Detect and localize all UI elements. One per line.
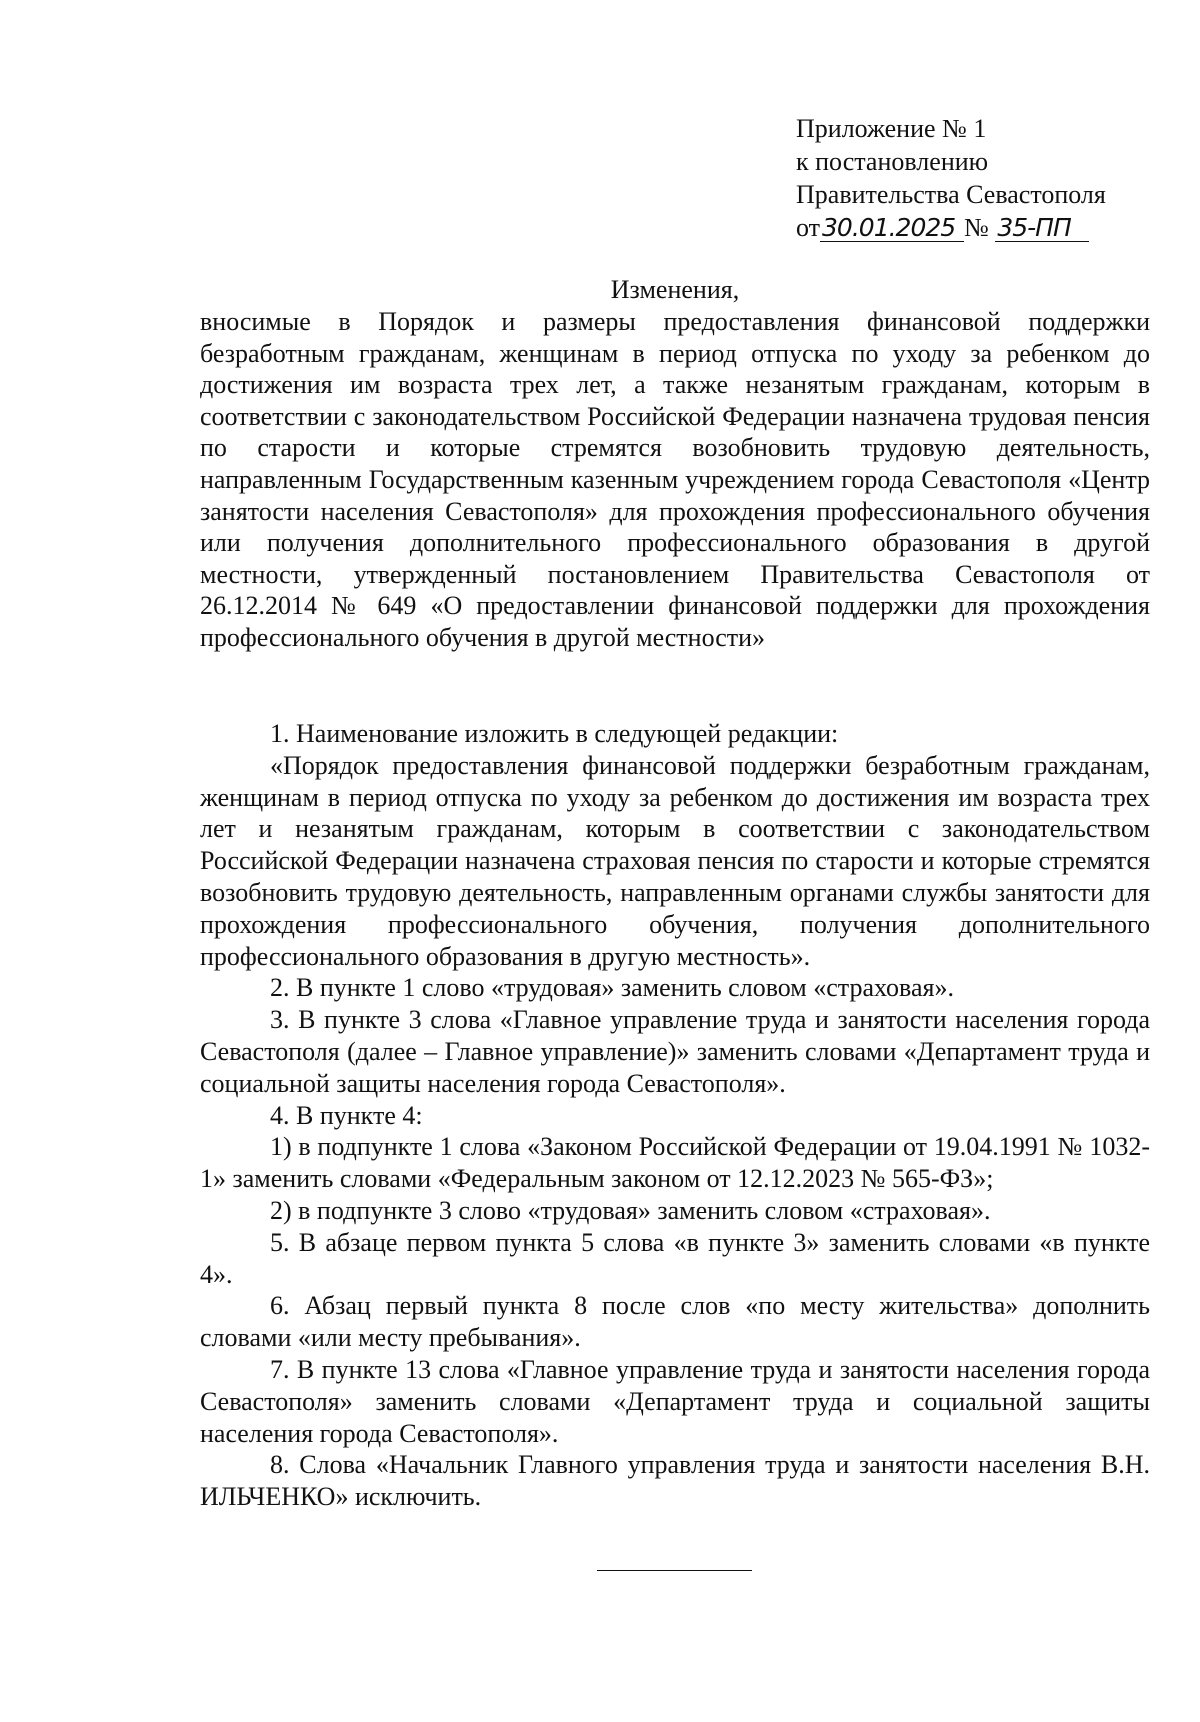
number-label: № [964,213,989,242]
handwritten-number: 35-ПП [995,215,1089,242]
appendix-line-3: Правительства Севастополя [796,180,1106,209]
item-2: 2. В пункте 1 слово «трудовая» заменить словом «страховая». [270,973,954,1003]
item-4-1: 1) в подпункте 1 слова «Законом Российской Федерации от 19.04.1991 № 1032-1» заменить словами «Федеральным законом от 12.12.2023 № 565-ФЗ»; [200,1132,1150,1194]
item-3: 3. В пункте 3 слова «Главное управление труда и занятости населения города Севастополя (далее – Главное управление)» заменить словами «Департамент труда и социальной защиты населения города Севастополя». [200,1005,1150,1098]
item-8: 8. Слова «Начальник Главного управления труда и занятости населения В.Н. ИЛЬЧЕНКО» исключить. [200,1450,1150,1512]
appendix-date-line [796,211,1156,244]
item-4: 4. В пункте 4: [270,1100,423,1130]
document-title: Изменения, [610,275,740,304]
appendix-line-1: Приложение № 1 [796,114,987,143]
handwritten-date: 30.01.2025 [820,215,964,242]
appendix-block [796,112,1156,244]
document-subtitle: вносимые в Порядок и размеры предоставления финансовой поддержки безработным гражданам, женщинам в период отпуска по уходу за ребенком до достижения им возраста трех лет, а также незанятым гражданам, которым в соответствии с законодательством Российской Федерации назначена трудовая пенсия по старости и которые стремятся возобновить трудовую деятельность, направленным Государственным казенным учреждением города Севастополя «Центр занятости населения Севастополя» для прохождения профессионального обучения или получения дополнительного профессионального образования в другой местности, утвержденный постановлением Правительства Севастополя от 26.12.2014 № 649 «О предоставлении финансовой поддержки для прохождения профессионального обучения в другой местности» [200,307,1150,652]
item-5: 5. В абзаце первом пункта 5 слова «в пункте 3» заменить словами «в пункте 4». [200,1227,1150,1289]
item-4-2: 2) в подпункте 3 слово «трудовая» заменить словом «страховая». [270,1195,991,1225]
item-1: 1. Наименование изложить в следующей редакции: [270,719,839,748]
closing-rule [597,1570,752,1571]
from-label: от [796,213,821,242]
item-1-quote: «Порядок предоставления финансовой поддержки безработным гражданам, женщинам в период отпуска по уходу за ребенком до достижения им возраста трех лет и незанятым гражданам, которым в соответствии с законодательством Российской Федерации назначена страховая пенсия по старости и которые стремятся возобновить трудовую деятельность, направленным органами службы занятости для прохождения профессионального обучения, получения дополнительного профессионального образования в другую местность». [200,750,1150,971]
document-body [200,718,1150,1513]
appendix-line-2: к постановлению [796,147,989,176]
item-6: 6. Абзац первый пункта 8 после слов «по месту жительства» дополнить словами «или месту пребывания». [200,1291,1150,1353]
item-7: 7. В пункте 13 слова «Главное управление труда и занятости населения города Севастополя» заменить словами «Департамент труда и социальной защиты населения города Севастополя». [200,1354,1150,1448]
